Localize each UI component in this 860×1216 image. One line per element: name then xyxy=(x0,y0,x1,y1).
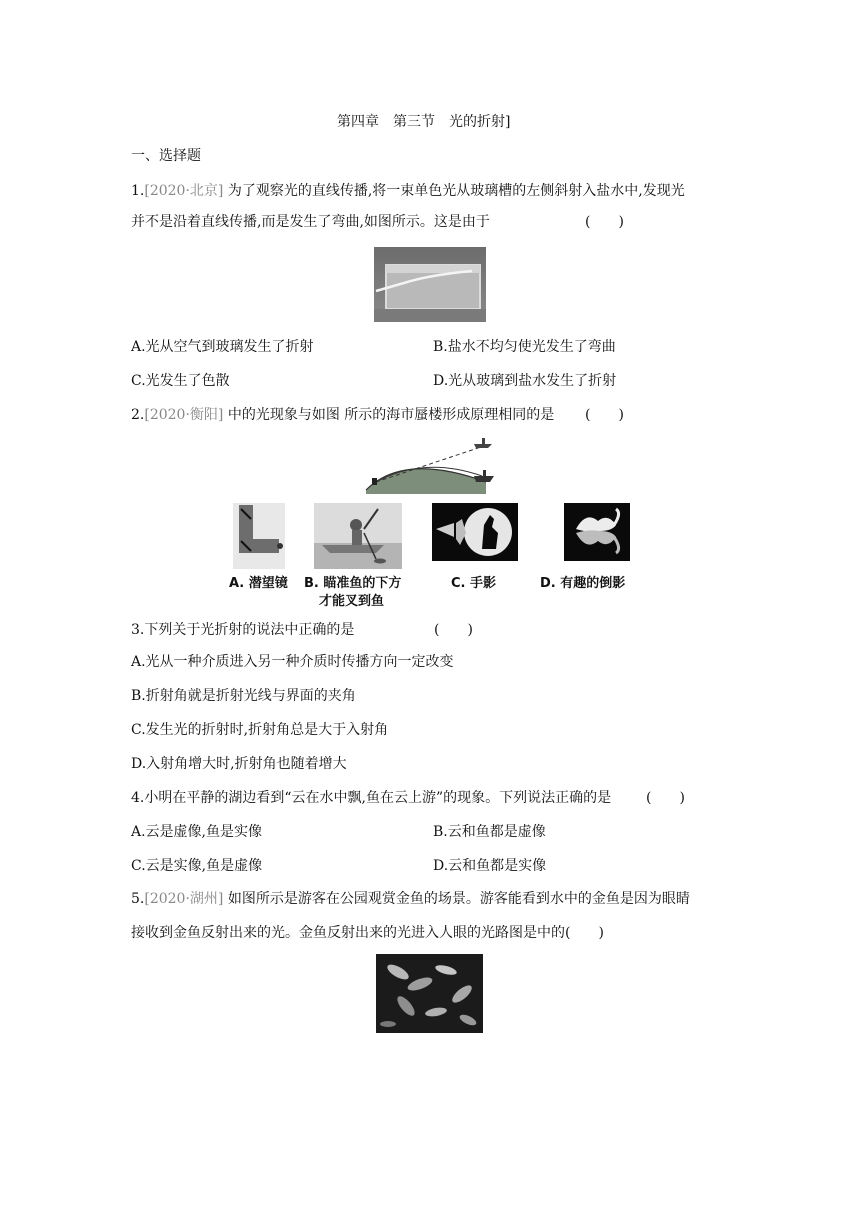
question-text: 接收到金鱼反射出来的光。金鱼反射出来的光进入人眼的光路图是中的 xyxy=(131,925,565,941)
option-label-c: C. 手影 xyxy=(451,576,497,591)
swan-reflection-image[interactable] xyxy=(564,503,630,561)
option-label-b-line2: 才能叉到鱼 xyxy=(319,594,385,609)
section-heading: 一、选择题 xyxy=(131,148,201,164)
question-3-line1: 3.下列关于光折射的说法中正确的是 xyxy=(131,622,355,638)
periscope-image[interactable] xyxy=(233,503,285,569)
answer-paren: ( ) xyxy=(434,622,473,638)
option-c[interactable]: C.发生光的折射时,折射角总是大于入射角 xyxy=(131,722,389,738)
question-5-line2 xyxy=(131,924,604,942)
option-b[interactable]: B.云和鱼都是虚像 xyxy=(433,824,546,840)
option-a[interactable]: A.云是虚像,鱼是实像 xyxy=(131,824,263,840)
option-b[interactable]: B.折射角就是折射光线与界面的夹角 xyxy=(131,688,356,704)
glass-tank-svg xyxy=(374,247,486,322)
option-b[interactable]: B.盐水不均匀使光发生了弯曲 xyxy=(433,339,616,355)
mirage-svg xyxy=(364,438,502,494)
option-d[interactable]: D.光从玻璃到盐水发生了折射 xyxy=(433,373,617,389)
answer-paren: ( ) xyxy=(585,407,624,423)
question-text: 为了观察光的直线传播,将一束单色光从玻璃槽的左侧斜射入盐水中,发现光 xyxy=(223,183,685,199)
question-number: 5. xyxy=(131,891,145,907)
option-label-a: A. 潜望镜 xyxy=(229,576,288,591)
question-number: 2. xyxy=(131,407,145,423)
option-label-d: D. 有趣的倒影 xyxy=(540,576,626,591)
option-d[interactable]: D.云和鱼都是实像 xyxy=(433,858,547,874)
question-source: [2020·衡阳] xyxy=(144,407,224,423)
question-text: 中的光现象与如图 所示的海市蜃楼形成原理相同的是 xyxy=(223,407,555,423)
page-title: 第四章 第三节 光的折射] xyxy=(337,114,511,130)
question-4-line1: 4.小明在平静的湖边看到“云在水中飘,鱼在云上游”的现象。下列说法正确的是 xyxy=(131,790,612,806)
question-2-line1 xyxy=(131,406,554,424)
answer-paren: ( ) xyxy=(646,790,685,806)
question-5-line1 xyxy=(131,890,690,908)
question-1-line2: 并不是沿着直线传播,而是发生了弯曲,如图所示。这是由于 xyxy=(131,214,490,230)
option-c[interactable]: C.云是实像,鱼是虚像 xyxy=(131,858,263,874)
mirage-diagram xyxy=(364,438,502,494)
question-source: [2020·湖州] xyxy=(144,891,224,907)
fishing-spear-image[interactable] xyxy=(314,503,402,569)
question-1-line1 xyxy=(131,182,685,200)
question-number: 1. xyxy=(131,183,145,199)
option-c[interactable]: C.光发生了色散 xyxy=(131,373,230,389)
option-a[interactable]: A.光从空气到玻璃发生了折射 xyxy=(131,339,314,355)
answer-paren: ( ) xyxy=(565,925,604,941)
question-text: 如图所示是游客在公园观赏金鱼的场景。游客能看到水中的金鱼是因为眼睛 xyxy=(223,891,690,907)
answer-paren: ( ) xyxy=(585,214,624,230)
option-a[interactable]: A.光从一种介质进入另一种介质时传播方向一定改变 xyxy=(131,654,454,670)
question-source: [2020·北京] xyxy=(144,183,224,199)
hand-shadow-icon xyxy=(432,503,518,561)
fishing-icon xyxy=(314,503,402,569)
hand-shadow-image[interactable] xyxy=(432,503,518,561)
goldfish-photo xyxy=(376,954,483,1033)
option-label-b-line1: B. 瞄准鱼的下方 xyxy=(304,576,402,591)
periscope-icon xyxy=(233,503,285,569)
goldfish-svg xyxy=(376,954,483,1033)
glass-tank-photo xyxy=(374,247,486,322)
option-d[interactable]: D.入射角增大时,折射角也随着增大 xyxy=(131,756,347,772)
swan-icon xyxy=(564,503,630,561)
